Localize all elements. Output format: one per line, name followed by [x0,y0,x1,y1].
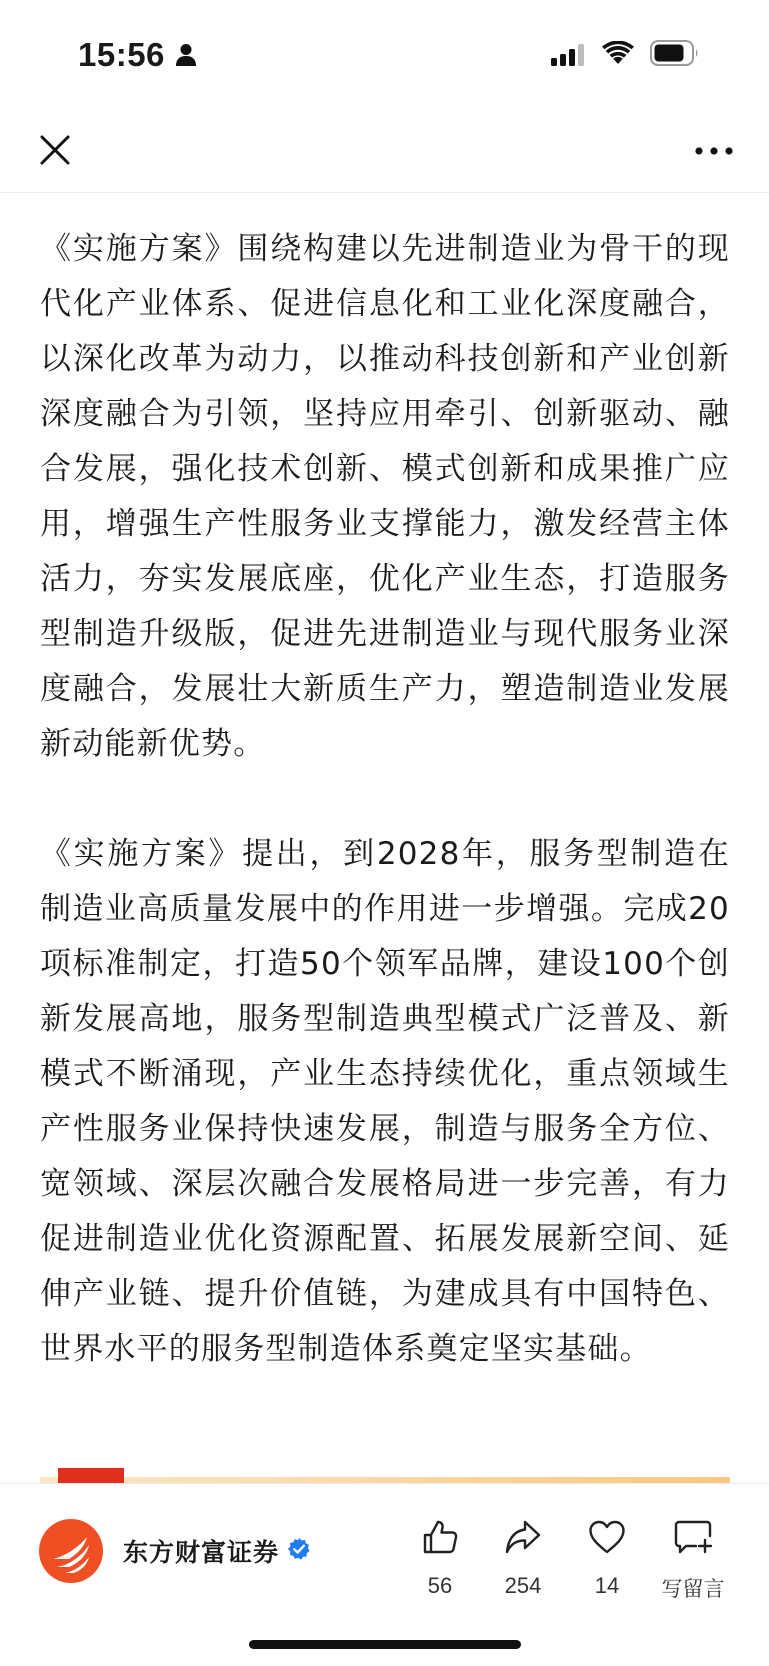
person-icon [175,43,197,71]
like-button[interactable] [395,1517,485,1599]
article-body [40,222,730,1377]
thumbs-up-icon [395,1517,485,1557]
share-icon [478,1517,568,1557]
next-section-tag [58,1468,124,1483]
publisher-info[interactable] [39,1519,311,1583]
publisher-avatar[interactable] [39,1519,103,1583]
status-time: 15:56 [78,36,165,73]
write-comment-label: 写留言 [661,1577,725,1601]
share-button[interactable] [478,1517,568,1599]
top-nav-bar [0,110,769,193]
battery-icon [650,40,700,70]
close-icon[interactable] [34,129,76,171]
comment-plus-icon [648,1517,738,1557]
publisher-name[interactable]: 东方财富证券 [123,1538,280,1567]
wifi-icon [602,41,634,69]
share-count: 254 [504,1573,542,1598]
like-count: 56 [427,1573,453,1598]
favorite-count: 14 [594,1573,620,1598]
status-bar [0,0,769,110]
favorite-button[interactable] [562,1517,652,1599]
article-paragraph: 《实施方案》围绕构建以先进制造业为骨干的现代化产业体系、促进信息化和工业化深度融合，以深化改革为动力，以推动科技创新和产业创新深度融合为引领，坚持应用牵引、创新驱动、融合发展，强化技术创新、模式创新和成果推广应用，增强生产性服务业支撑能力，激发经营主体活力，夯实发展底座，优化产业生态，打造服务型制造升级版，促进先进制造业与现代服务业深度融合，发展壮大新质生产力，塑造制造业发展新动能新优势。 [40,231,730,762]
verified-badge-icon [287,1537,311,1565]
cellular-signal-icon [551,44,585,70]
article-paragraph: 《实施方案》提出，到2028年，服务型制造在制造业高质量发展中的作用进一步增强。完成20项标准制定，打造50个领军品牌，建设100个创新发展高地，服务型制造典型模式广泛普及、新模式不断涌现，产业生态持续优化，重点领域生产性服务业保持快速发展，制造与服务全方位、宽领域、深层次融合发展格局进一步完善，有力促进制造业优化资源配置、拓展发展新空间、延伸产业链、提升价值链，为建成具有中国特色、世界水平的服务型制造体系奠定坚实基础。 [40,836,730,1367]
more-options-icon[interactable] [692,136,736,166]
home-indicator[interactable] [249,1640,521,1649]
write-comment-button[interactable] [648,1517,738,1603]
heart-icon [562,1517,652,1557]
bottom-action-bar [0,1483,769,1666]
